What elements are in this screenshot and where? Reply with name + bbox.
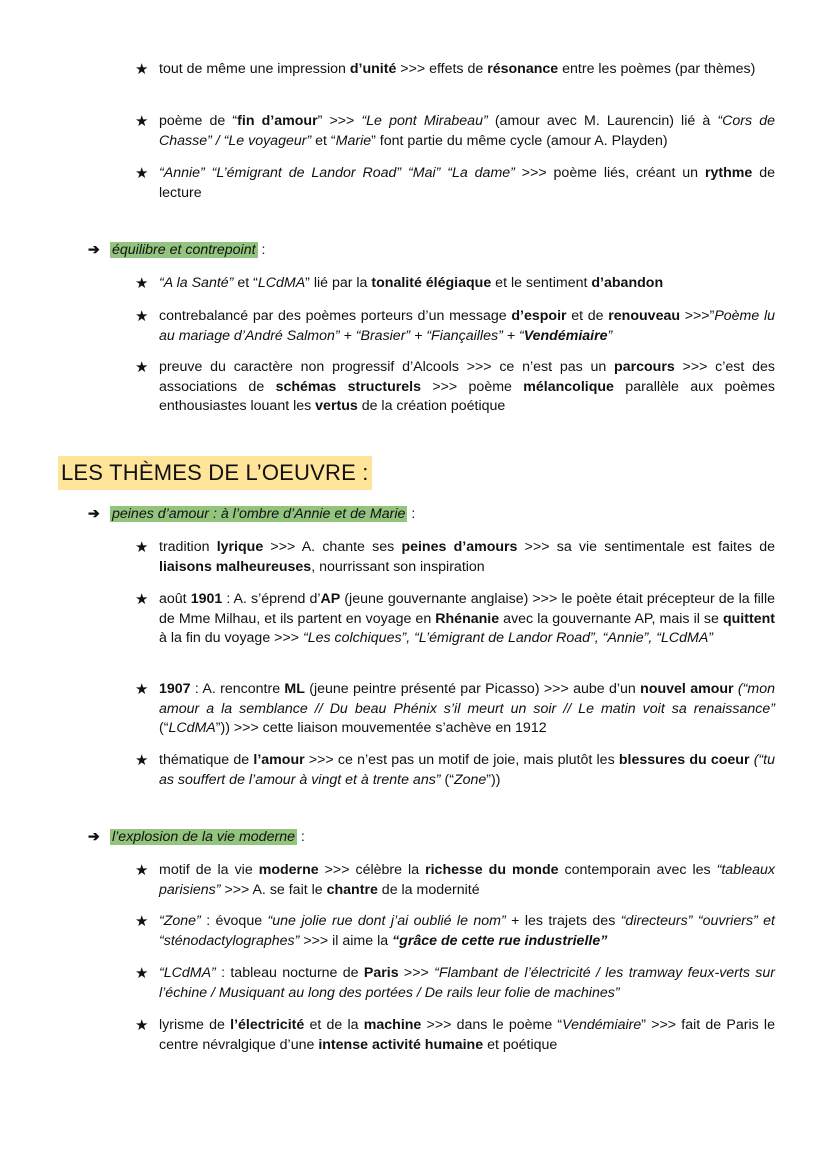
text-segment: ” font partie du même cycle (amour A. Playden)	[371, 132, 668, 149]
subheading-highlight: équilibre et contrepoint	[112, 242, 256, 258]
text-segment: ”))	[486, 771, 501, 788]
text-segment: thématique de	[159, 752, 254, 768]
text-segment: chantre	[326, 881, 378, 898]
text-segment: : évoque	[200, 913, 268, 929]
text-segment: et le sentiment	[491, 275, 592, 291]
text-segment: (“	[159, 720, 169, 736]
text-segment: Vendémiaire	[562, 1017, 642, 1033]
bullet-text	[159, 751, 775, 790]
text-segment: “Annie” “L’émigrant de Landor Road” “Mai” “La dame”	[159, 165, 515, 181]
text-segment: ” lié par la	[305, 275, 372, 291]
star-icon: ★	[135, 591, 149, 608]
text-segment: LCdMA	[168, 720, 216, 736]
text-segment: “A la Santé”	[159, 275, 234, 291]
text-segment: “tableaux parisiens”	[159, 862, 775, 898]
text-segment: motif de la vie	[159, 862, 259, 878]
text-segment: >>> c’est des associations de	[159, 359, 775, 395]
text-segment: >>> A. se fait le	[220, 881, 327, 898]
text-segment: août	[159, 591, 191, 607]
text-segment: d’unité	[349, 61, 397, 77]
bullet-text	[159, 912, 775, 951]
text-segment: >>> effets de	[396, 61, 488, 77]
text-segment: et poétique	[483, 1036, 558, 1053]
text-segment: peines d’amours	[401, 539, 518, 555]
text-segment: >>> A. chante ses	[263, 539, 402, 555]
text-segment: >>> ce n’est pas un motif de joie, mais plutôt les	[304, 752, 619, 768]
text-segment: moderne	[258, 862, 319, 878]
text-segment: >>> il aime la	[299, 932, 393, 949]
star-icon: ★	[135, 61, 149, 78]
bullet-text	[159, 590, 775, 649]
text-segment: (amour avec M. Laurencin) lié à	[487, 113, 718, 129]
text-segment: >>> dans le poème “	[421, 1017, 563, 1033]
text-segment: (“mon amour a la semblance // Du beau Phénix s’il meurt un soir // Le matin voit sa renaissance”	[159, 681, 775, 717]
text-segment: l’électricité	[230, 1017, 305, 1033]
text-segment: parcours	[614, 359, 675, 375]
subheading	[88, 240, 265, 260]
text-segment: : A. s’éprend d’	[222, 591, 321, 607]
text-segment: quittent	[722, 610, 775, 627]
arrow-icon: ➔	[88, 506, 100, 522]
text-segment: >>>	[398, 965, 435, 981]
text-segment: avec la gouvernante AP, mais il se	[499, 610, 723, 627]
text-segment: >>> poème	[420, 378, 524, 395]
text-segment: (“	[440, 771, 454, 788]
star-icon: ★	[135, 275, 149, 292]
bullet-text	[159, 164, 775, 203]
text-segment: lyrique	[216, 539, 264, 555]
text-segment: machine	[363, 1017, 422, 1033]
text-segment: Marie	[335, 132, 372, 149]
text-segment: mélancolique	[523, 378, 614, 395]
subheading-highlight: l’explosion de la vie moderne	[112, 829, 295, 845]
text-segment: renouveau	[608, 308, 681, 324]
text-segment: LCdMA	[257, 275, 306, 291]
text-segment: Zone	[453, 771, 487, 788]
star-icon: ★	[135, 359, 149, 376]
text-segment: résonance	[487, 61, 559, 77]
text-segment: 1907	[159, 681, 191, 697]
star-icon: ★	[135, 681, 149, 698]
text-segment: à la fin du voyage >>>	[159, 630, 303, 646]
text-segment: “grâce de cette rue industrielle”	[392, 932, 608, 949]
text-segment: preuve du caractère non progressif d’Alcools >>> ce n’est pas un	[159, 359, 615, 375]
text-segment: ”)) >>> cette liaison mouvementée s’achève en 1912	[215, 720, 547, 736]
arrow-icon: ➔	[88, 242, 100, 258]
text-segment: “LCdMA”	[159, 965, 216, 981]
text-segment: liaisons malheureuses	[159, 558, 312, 575]
text-segment: schémas structurels	[275, 378, 421, 395]
text-segment: ML	[284, 681, 305, 697]
subheading-highlight: peines d’amour : à l’ombre d’Annie et de Marie	[112, 506, 406, 522]
text-segment: “Flambant de l’électricité / les tramway feux-verts sur l’échine / Musiquant au long des portées / De rails leur folie de machines”	[159, 965, 775, 1001]
text-segment: ” >>>	[317, 113, 362, 129]
text-segment: contrebalancé par des poèmes porteurs d’un message	[159, 308, 512, 324]
text-segment: 1901	[190, 591, 223, 607]
text-segment: >>> sa vie sentimentale est faites de	[517, 539, 775, 555]
text-segment: l’amour	[253, 752, 305, 768]
bullet-text	[159, 112, 775, 151]
text-segment: “Cors de Chasse” / “Le voyageur”	[159, 113, 775, 149]
text-segment: poème de “	[159, 113, 238, 129]
text-segment: entre les poèmes (par thèmes)	[558, 61, 756, 77]
text-segment: “directeurs” “ouvriers” et “sténodactylographes”	[159, 913, 776, 949]
text-segment: “Les colchiques”, “L’émigrant de Landor Road”, “Annie”, “LCdMA”	[302, 630, 714, 646]
text-segment: rythme	[704, 165, 753, 181]
bullet-text	[159, 538, 775, 577]
text-segment: Vendémiaire	[523, 327, 608, 344]
text-segment: blessures du coeur	[618, 752, 750, 768]
text-segment: “Le pont Mirabeau”	[361, 113, 488, 129]
text-segment: parallèle aux poèmes enthousiastes louant les	[159, 378, 775, 414]
text-segment: “Zone”	[159, 913, 201, 929]
subheading-suffix: :	[296, 829, 305, 845]
text-segment: et de	[566, 308, 609, 324]
bullet-text	[159, 274, 775, 294]
bullet-text	[159, 861, 775, 900]
bullet-text	[159, 307, 775, 346]
bullet-text	[159, 1016, 775, 1055]
text-segment: intense activité humaine	[318, 1036, 484, 1053]
star-icon: ★	[135, 539, 149, 556]
text-segment: de lecture	[159, 165, 775, 201]
text-segment: “une jolie rue dont j’ai oublié le nom”	[267, 913, 506, 929]
text-segment: et “	[311, 132, 336, 149]
star-icon: ★	[135, 965, 149, 982]
text-segment: : A. rencontre	[190, 681, 285, 697]
text-segment: ”	[607, 327, 613, 344]
star-icon: ★	[135, 113, 149, 130]
text-segment: : tableau nocturne de	[215, 965, 364, 981]
text-segment: tout de même une impression	[159, 61, 350, 77]
text-segment: >>> poème liés, créant un	[514, 165, 705, 181]
arrow-icon: ➔	[88, 829, 100, 845]
text-segment: (jeune peintre présenté par Picasso) >>> aube d’un	[304, 681, 641, 697]
star-icon: ★	[135, 862, 149, 879]
text-segment: >>> célèbre la	[318, 862, 426, 878]
subheading-suffix: :	[407, 506, 416, 522]
bullet-text	[159, 964, 775, 1003]
star-icon: ★	[135, 913, 149, 930]
subheading	[88, 827, 305, 847]
text-segment: d’abandon	[591, 275, 664, 291]
bullet-text	[159, 60, 775, 80]
text-segment: et “	[233, 275, 258, 291]
text-segment: d’espoir	[511, 308, 567, 324]
text-segment: Paris	[363, 965, 399, 981]
bullet-text	[159, 358, 775, 417]
text-segment: de la modernité	[377, 881, 480, 898]
star-icon: ★	[135, 165, 149, 182]
text-segment: lyrisme de	[159, 1017, 231, 1033]
text-segment: (jeune gouvernante anglaise) >>> le poète était précepteur de la fille de Mme Milhau, et ils partent en voyage en	[159, 591, 775, 627]
section-title: LES THÈMES DE L’OEUVRE :	[58, 456, 372, 490]
text-segment: AP	[320, 591, 341, 607]
text-segment: tonalité élégiaque	[371, 275, 492, 291]
text-segment: de la création poétique	[357, 398, 506, 414]
subheading	[88, 504, 415, 524]
text-segment: et de la	[304, 1017, 364, 1033]
bullet-text	[159, 680, 775, 739]
star-icon: ★	[135, 308, 149, 325]
text-segment: , nourrissant son inspiration	[311, 558, 485, 575]
text-segment: ” >>> fait de Paris le centre névralgique d’une	[159, 1017, 775, 1053]
subheading-suffix: :	[257, 242, 266, 258]
text-segment: + les trajets des	[505, 913, 621, 929]
text-segment: vertus	[315, 398, 358, 414]
text-segment: fin d’amour	[237, 113, 318, 129]
star-icon: ★	[135, 1017, 149, 1034]
text-segment: Rhénanie	[435, 610, 500, 627]
text-segment: tradition	[159, 539, 217, 555]
text-segment: Poème lu au mariage d’André Salmon” + “Brasier” + “Fiançailles” + “	[159, 308, 776, 344]
text-segment: nouvel amour	[640, 681, 734, 697]
star-icon: ★	[135, 752, 149, 769]
text-segment: (“tu as souffert de l’amour à vingt et à trente ans”	[159, 752, 775, 788]
text-segment: contemporain avec les	[558, 862, 717, 878]
text-segment: >>>”	[680, 308, 715, 324]
text-segment: richesse du monde	[425, 862, 559, 878]
